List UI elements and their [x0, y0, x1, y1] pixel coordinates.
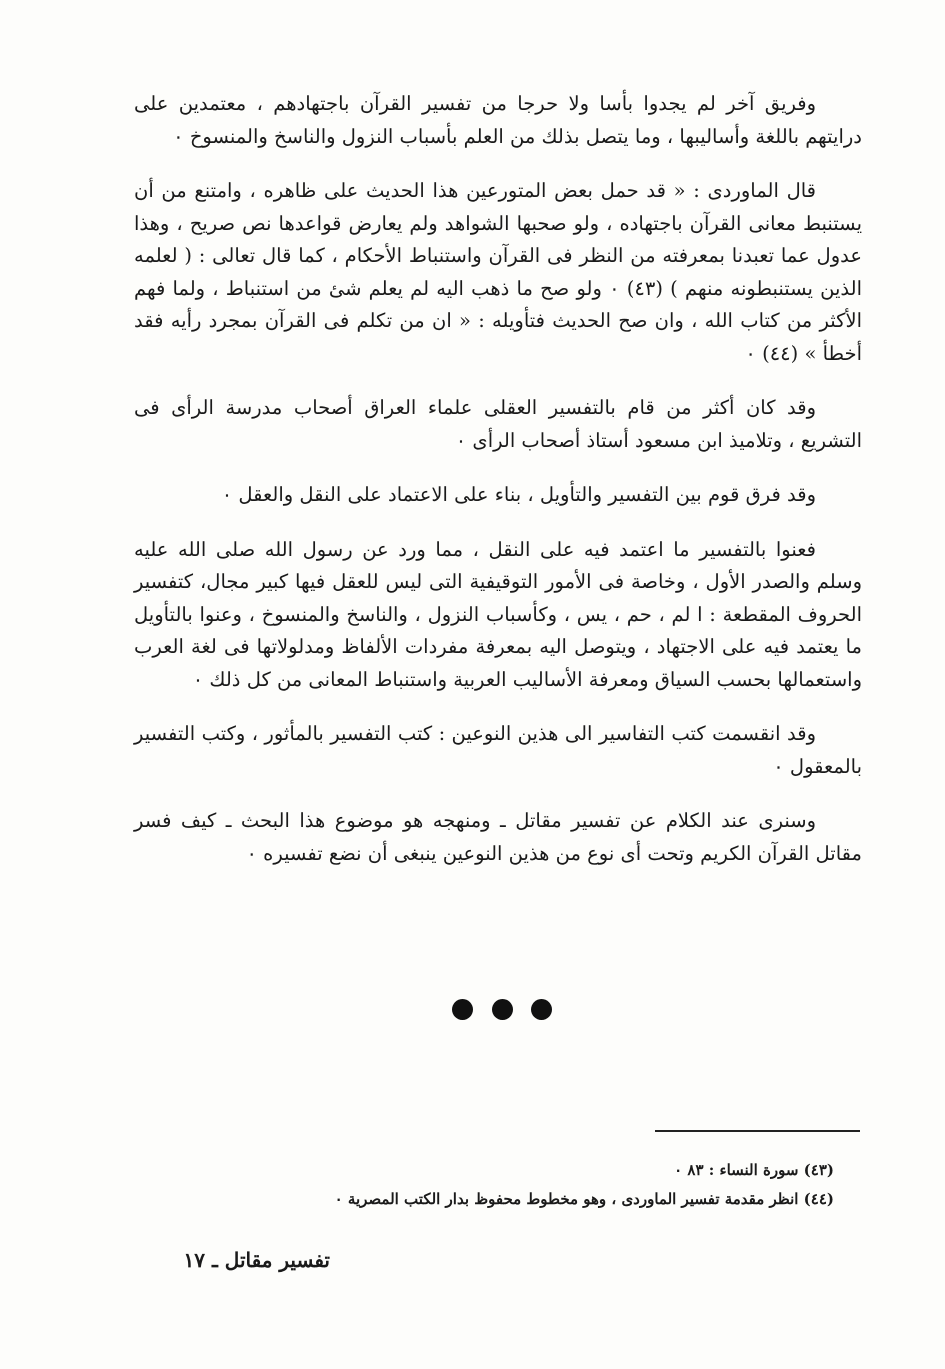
section-ornament — [452, 996, 552, 1022]
paragraph-4: وقد فرق قوم بين التفسير والتأويل ، بناء على الاعتماد على النقل والعقل ٠ — [221, 483, 816, 506]
ornament-dot — [492, 999, 513, 1020]
footnote-divider — [655, 1130, 860, 1132]
footnotes — [134, 1156, 834, 1214]
main-text — [134, 88, 862, 892]
paragraph-5: فعنوا بالتفسير ما اعتمد فيه على النقل ، مما ورد عن رسول الله صلى الله عليه وسلم والصدر الأول ، وخاصة فى الأمور التوقيفية التى ليس للعقل فيها كبير مجال، كتفسير الحروف المقطعة : ا لم ، حم ، يس ، وكأسباب النزول ، والناسخ والمنسوخ ، وعنوا بالتأويل ما يعتمد فيه على الاجتهاد ، ويتوصل اليه بمعرفة مفردات الألفاظ ومدلولاتها فى لغة العرب واستعمالها بحسب السياق ومعرفة الأساليب العربية واستنباط المعانى من كل ذلك ٠ — [134, 537, 862, 691]
paragraph-1: وفريق آخر لم يجدوا بأسا ولا حرجا من تفسير القرآن باجتهادهم ، معتمدين على درايتهم باللغة وأساليبها ، وما يتصل بذلك من العلم بأسباب النزول والناسخ والمنسوخ ٠ — [134, 92, 862, 148]
page-footer: تفسير مقاتل ـ ١٧ — [183, 1248, 330, 1272]
paragraph-7: وسنرى عند الكلام عن تفسير مقاتل ـ ومنهجه هو موضوع هذا البحث ـ كيف فسر مقاتل القرآن الكريم وتحت أى نوع من هذين النوعين ينبغى أن نضع تفسيره ٠ — [134, 809, 862, 865]
ornament-dot — [452, 999, 473, 1020]
paragraph-6: وقد انقسمت كتب التفاسير الى هذين النوعين : كتب التفسير بالمأثور ، وكتب التفسير بالمعقول ٠ — [134, 722, 862, 778]
paragraph-2: قال الماوردى : « قد حمل بعض المتورعين هذا الحديث على ظاهره ، وامتنع من أن يستنبط معانى القرآن باجتهاده ، ولو صحبها الشواهد ولم يعارض قواعدها نص صريح ، وهذا عدول عما تعبدنا بمعرفته من النظر فى القرآن واستنباط الأحكام ، كما قال تعالى : ( لعلمه الذين يستنبطونه منهم ) (٤٣) ٠ ولو صح ما ذهب اليه لم يعلم شئ من استنباط ، ولما فهم الأكثر من كتاب الله ، وان صح الحديث فتأويله : « ان من تكلم فى القرآن بمجرد رأيه فقد أخطأ » (٤٤) ٠ — [134, 179, 862, 365]
paragraph-3: وقد كان أكثر من قام بالتفسير العقلى علماء العراق أصحاب مدرسة الرأى فى التشريع ، وتلاميذ ابن مسعود أستاذ أصحاب الرأى ٠ — [134, 396, 862, 452]
footnote-44: (٤٤) انظر مقدمة تفسير الماوردى ، وهو مخطوط محفوظ بدار الكتب المصرية ٠ — [334, 1190, 834, 1208]
footnote-43: (٤٣) سورة النساء : ٨٣ ٠ — [674, 1161, 834, 1179]
ornament-dot — [531, 999, 552, 1020]
